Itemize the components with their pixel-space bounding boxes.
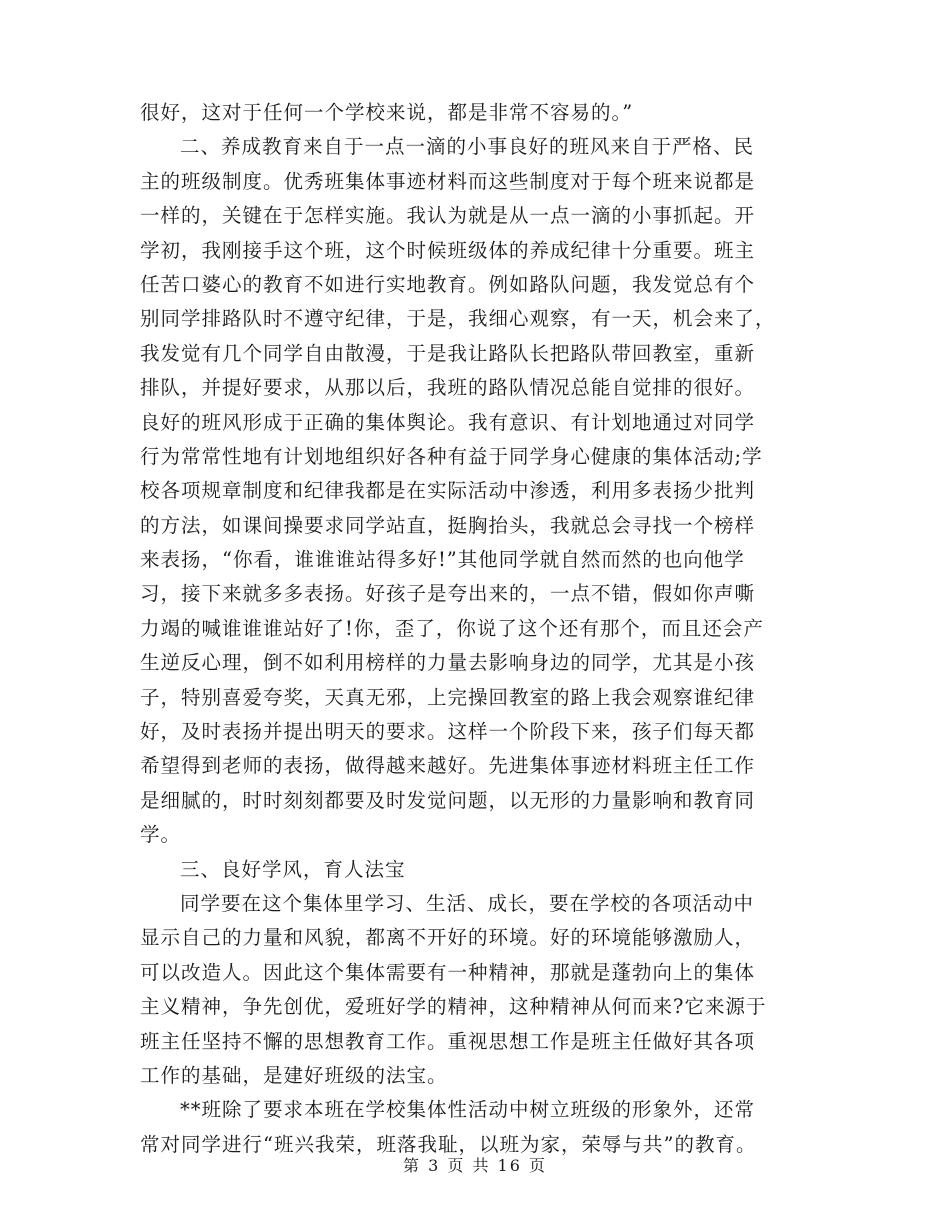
text-line: 可以改造人。因此这个集体需要有一种精神，那就是蓬勃向上的集体 — [140, 960, 756, 984]
text-line: 学。 — [140, 823, 182, 847]
text-line: 很好，这对于任何一个学校来说，都是非常不容易的。” — [140, 101, 634, 124]
text-line: 校各项规章制度和纪律我都是在实际活动中渗透，利用多表扬少批判 — [140, 479, 756, 503]
text-line: 希望得到老师的表扬，做得越来越好。先进集体事迹材料班主任工作 — [140, 754, 756, 778]
text-line: 别同学排路队时不遵守纪律，于是，我细心观察，有一天，机会来了， — [140, 307, 776, 331]
text-line: 来表扬，“你看，谁谁谁站得多好!”其他同学就自然而然的也向他学 — [140, 548, 745, 572]
text-line: 排队，并提好要求，从那以后，我班的路队情况总能自觉排的很好。 — [140, 376, 756, 400]
text-line: 常对同学进行“班兴我荣，班落我耻，以班为家，荣辱与共”的教育。 — [140, 1132, 757, 1156]
text-line: 班主任坚持不懈的思想教育工作。重视思想工作是班主任做好其各项 — [140, 1029, 756, 1053]
text-line: 生逆反心理，倒不如利用榜样的力量去影响身边的同学，尤其是小孩 — [140, 651, 756, 675]
text-line: 是细腻的，时时刻刻都要及时发觉问题，以无形的力量影响和教育同 — [140, 788, 756, 812]
page-number-footer: 第 3 页 共 16 页 — [403, 1156, 547, 1175]
document-body — [140, 96, 815, 1162]
section-heading: 三、良好学风，育人法宝 — [180, 857, 406, 881]
text-line: 工作的基础，是建好班级的法宝。 — [140, 1063, 448, 1087]
text-line: 力竭的喊谁谁谁站好了!你，歪了，你说了这个还有那个，而且还会产 — [140, 616, 764, 640]
text-line: 主义精神，争先创优，爱班好学的精神，这种精神从何而来?它来源于 — [140, 995, 767, 1019]
text-line: 主的班级制度。优秀班集体事迹材料而这些制度对于每个班来说都是 — [140, 169, 756, 193]
text-line: 我发觉有几个同学自由散漫，于是我让路队长把路队带回教室，重新 — [140, 341, 756, 365]
text-line: 显示自己的力量和风貌，都离不开好的环境。好的环境能够激励人， — [140, 926, 756, 950]
text-line: 任苦口婆心的教育不如进行实地教育。例如路队问题，我发觉总有个 — [140, 272, 756, 296]
paragraph-first-line: **班除了要求本班在学校集体性活动中树立班级的形象外，还常 — [180, 1098, 756, 1122]
text-line: 的方法，如课间操要求同学站直，挺胸抬头，我就总会寻找一个榜样 — [140, 513, 756, 537]
paragraph-first-line: 同学要在这个集体里学习、生活、成长，要在学校的各项活动中 — [180, 891, 755, 915]
text-line: 一样的，关键在于怎样实施。我认为就是从一点一滴的小事抓起。开 — [140, 204, 756, 228]
text-line: 习，接下来就多多表扬。好孩子是夸出来的，一点不错，假如你声嘶 — [140, 582, 756, 606]
text-line: 学初，我刚接手这个班，这个时候班级体的养成纪律十分重要。班主 — [140, 238, 756, 262]
text-line: 良好的班风形成于正确的集体舆论。我有意识、有计划地通过对同学 — [140, 410, 756, 434]
text-line: 行为常常性地有计划地组织好各种有益于同学身心健康的集体活动;学 — [140, 444, 763, 468]
text-line: 子，特别喜爱夸奖，天真无邪，上完操回教室的路上我会观察谁纪律 — [140, 685, 756, 709]
text-line: 好，及时表扬并提出明天的要求。这样一个阶段下来，孩子们每天都 — [140, 720, 756, 744]
paragraph-heading: 二、养成教育来自于一点一滴的小事良好的班风来自于严格、民 — [180, 135, 755, 159]
